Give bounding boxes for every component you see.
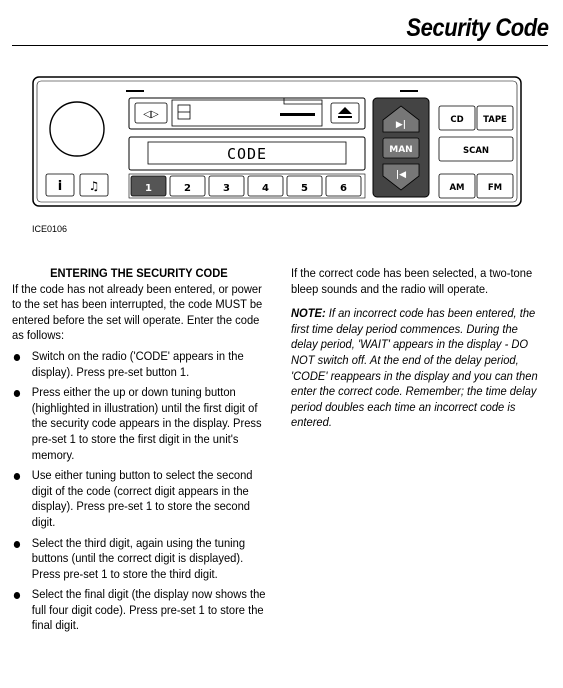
bullet-icon bbox=[14, 473, 20, 480]
svg-text:▶|: ▶| bbox=[395, 120, 407, 130]
page-title: Security Code bbox=[406, 14, 549, 42]
bullet-icon bbox=[14, 541, 20, 548]
list-item: Use either tuning button to select the second digit of the code (correct digit appears in the display). Press pre-set 1 to store the second digit. bbox=[12, 468, 273, 530]
preset-label-2: 2 bbox=[184, 183, 191, 194]
bullet-icon bbox=[14, 592, 20, 599]
section-heading: ENTERING THE SECURITY CODE bbox=[50, 266, 228, 280]
preset-label-1: 1 bbox=[145, 183, 152, 194]
svg-text:MAN: MAN bbox=[389, 145, 413, 155]
bullet-icon bbox=[14, 390, 20, 397]
list-item: Select the third digit, again using the tuning buttons (until the correct digit is displayed). Press pre-set 1 to store the third digit. bbox=[12, 536, 273, 583]
radio-illustration bbox=[32, 76, 522, 207]
result-paragraph: If the correct code has been selected, a two-tone bleep sounds and the radio will operate. bbox=[291, 266, 533, 296]
display-text: CODE bbox=[226, 145, 268, 163]
svg-text:i: i bbox=[57, 179, 63, 194]
preset-label-5: 5 bbox=[301, 183, 308, 194]
bullet-icon bbox=[14, 354, 20, 361]
note-text: If an incorrect code has been entered, the first time delay period commences. During the delay period, 'WAIT' appears in the display - DO NOT switch off. At the end of the delay period, 'CODE' reappears in the display and you can then enter the correct code. Remember; the time delay period doubles each time an incorrect code is entered. bbox=[291, 306, 538, 430]
note-paragraph bbox=[291, 306, 546, 431]
svg-text:FM: FM bbox=[487, 183, 503, 193]
intro-paragraph: If the code has not already been entered, or power to the set has been interrupted, the code MUST be entered before the set will operate. Enter the code as follows: bbox=[12, 281, 263, 343]
title-rule bbox=[12, 45, 548, 46]
figure-label: ICE0106 bbox=[32, 224, 68, 234]
svg-text:|◀: |◀ bbox=[395, 170, 407, 180]
left-column bbox=[12, 266, 273, 634]
preset-label-4: 4 bbox=[262, 183, 269, 194]
svg-text:AM: AM bbox=[449, 183, 465, 193]
list-item: Switch on the radio ('CODE' appears in the display). Press pre-set button 1. bbox=[12, 349, 273, 380]
svg-text:◁▷: ◁▷ bbox=[143, 109, 159, 120]
preset-label-6: 6 bbox=[340, 183, 347, 194]
svg-text:CD: CD bbox=[450, 115, 464, 125]
right-column bbox=[291, 266, 546, 431]
list-item: Press either the up or down tuning button (highlighted in illustration) until the first digit of the security code appears in the display. Press pre-set 1 to store the first digit in the unit's memory. bbox=[12, 385, 273, 463]
volume-knob bbox=[50, 102, 104, 156]
svg-text:TAPE: TAPE bbox=[483, 115, 507, 125]
svg-text:SCAN: SCAN bbox=[462, 146, 490, 156]
preset-label-3: 3 bbox=[223, 183, 230, 194]
list-item: Select the final digit (the display now shows the full four digit code). Press pre-set 1 to store the final digit. bbox=[12, 587, 273, 634]
note-label: NOTE: bbox=[291, 306, 326, 321]
svg-text:♫: ♫ bbox=[88, 179, 100, 193]
